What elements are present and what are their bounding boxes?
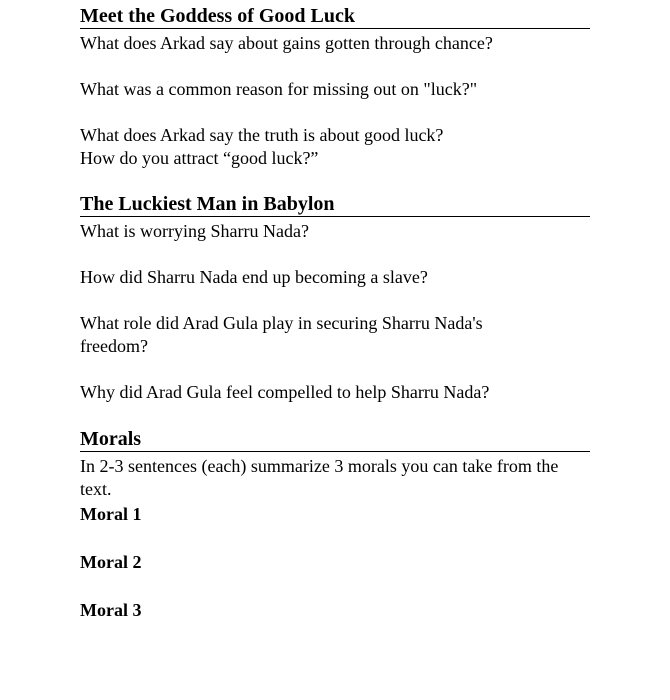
section-morals — [80, 425, 590, 622]
moral-1-label: Moral 1 — [80, 504, 142, 524]
section-title: The Luckiest Man in Babylon — [80, 190, 590, 217]
question-1: What is worrying Sharru Nada? — [80, 221, 309, 241]
section-luckiest-man-in-babylon — [80, 190, 590, 404]
question-4: Why did Arad Gula feel compelled to help Sharru Nada? — [80, 382, 490, 402]
question-3: What does Arkad say the truth is about good luck? — [80, 125, 444, 145]
moral-3-label: Moral 3 — [80, 600, 142, 620]
question-2: What was a common reason for missing out on "luck?" — [80, 79, 478, 99]
section-title: Meet the Goddess of Good Luck — [80, 2, 590, 29]
question-4: How do you attract “good luck?” — [80, 148, 319, 168]
question-1: What does Arkad say about gains gotten through chance? — [80, 33, 493, 53]
morals-instruction: In 2-3 sentences (each) summarize 3 morals you can take from the text. — [80, 456, 559, 499]
question-3: What role did Arad Gula play in securing Sharru Nada's freedom? — [80, 313, 483, 356]
moral-2-label: Moral 2 — [80, 552, 142, 572]
section-goddess-of-good-luck — [80, 2, 590, 170]
section-title: Morals — [80, 425, 590, 452]
question-2: How did Sharru Nada end up becoming a slave? — [80, 267, 428, 287]
